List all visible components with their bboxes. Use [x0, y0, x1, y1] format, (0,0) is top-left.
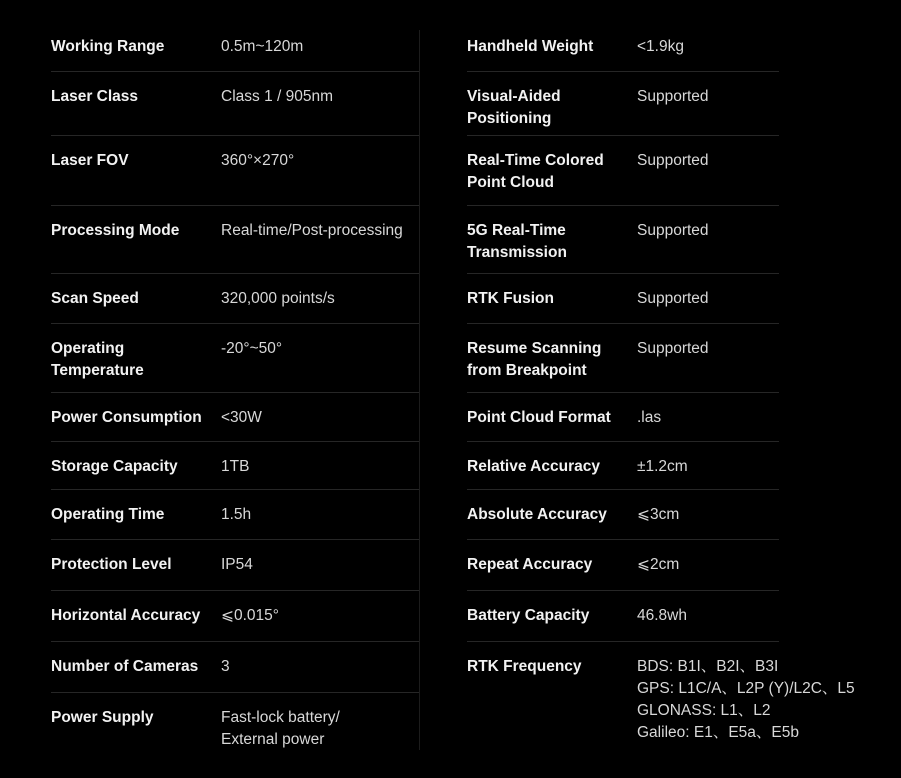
- spec-row-repeat-accuracy: [467, 540, 779, 591]
- spec-label: Processing Mode: [51, 222, 180, 239]
- spec-row-power-supply: [51, 693, 419, 763]
- spec-value: Supported: [637, 290, 709, 307]
- spec-value: Supported: [637, 222, 709, 239]
- spec-row-relative-accuracy: [467, 442, 779, 490]
- spec-value: [221, 707, 340, 751]
- spec-value: 3: [221, 658, 230, 675]
- spec-value: 320,000 points/s: [221, 290, 335, 307]
- spec-value: -20°~50°: [221, 340, 283, 357]
- spec-label: Battery Capacity: [467, 607, 590, 624]
- spec-value: <1.9kg: [637, 38, 684, 55]
- spec-label: Point Cloud Format: [467, 409, 611, 426]
- spec-value-line: BDS: B1I、B2I、B3I: [637, 658, 779, 675]
- spec-label: Resume Scanning from Breakpoint: [467, 340, 602, 379]
- spec-label: Working Range: [51, 38, 165, 55]
- spec-value: ⩽3cm: [637, 506, 680, 523]
- column-divider: [419, 30, 420, 750]
- spec-value: 1.5h: [221, 506, 252, 523]
- spec-row-laser-class: [51, 72, 419, 136]
- spec-row-processing-mode: [51, 206, 419, 274]
- spec-value: <30W: [221, 409, 262, 426]
- spec-label: Absolute Accuracy: [467, 506, 607, 523]
- spec-row-number-of-cameras: [51, 642, 419, 693]
- spec-value: IP54: [221, 556, 253, 573]
- spec-value: ⩽2cm: [637, 556, 680, 573]
- spec-label: Repeat Accuracy: [467, 556, 593, 573]
- spec-value-line: Galileo: E1、E5a、E5b: [637, 724, 799, 741]
- spec-value: .las: [637, 409, 662, 426]
- spec-row-real-time-colored-point-cloud: [467, 136, 779, 206]
- spec-label: Handheld Weight: [467, 38, 594, 55]
- spec-row-power-consumption: [51, 393, 419, 442]
- spec-row-rtk-fusion: [467, 274, 779, 324]
- spec-label: Power Consumption: [51, 409, 202, 426]
- spec-value: Supported: [637, 88, 709, 105]
- spec-label: Number of Cameras: [51, 658, 199, 675]
- spec-row-storage-capacity: [51, 442, 419, 490]
- spec-row-5g-real-time-transmission: [467, 206, 779, 274]
- spec-value: ⩽0.015°: [221, 607, 279, 624]
- spec-label: Laser Class: [51, 88, 139, 105]
- spec-column-right: [467, 22, 855, 752]
- spec-value: Real-time/Post-processing: [221, 222, 403, 239]
- spec-row-battery-capacity: [467, 591, 779, 642]
- spec-label: Storage Capacity: [51, 458, 178, 475]
- spec-row-operating-temperature: [51, 324, 419, 393]
- spec-row-handheld-weight: [467, 22, 779, 72]
- spec-label: Relative Accuracy: [467, 458, 600, 475]
- spec-value: Supported: [637, 152, 709, 169]
- spec-label: Protection Level: [51, 556, 172, 573]
- spec-row-horizontal-accuracy: [51, 591, 419, 642]
- spec-label: RTK Fusion: [467, 290, 554, 307]
- spec-value: ±1.2cm: [637, 458, 688, 475]
- spec-label: Operating Temperature: [51, 340, 144, 379]
- spec-row-working-range: [51, 22, 419, 72]
- spec-value-line: GLONASS: L1、L2: [637, 702, 771, 719]
- spec-row-laser-fov: [51, 136, 419, 206]
- spec-label: Scan Speed: [51, 290, 139, 307]
- spec-row-operating-time: [51, 490, 419, 540]
- spec-row-rtk-frequency: [467, 642, 855, 752]
- spec-value: 360°×270°: [221, 152, 295, 169]
- spec-row-point-cloud-format: [467, 393, 779, 442]
- spec-value-line: External power: [221, 731, 325, 748]
- spec-label: Horizontal Accuracy: [51, 607, 201, 624]
- spec-label: Visual-Aided Positioning: [467, 88, 561, 127]
- spec-value: 1TB: [221, 458, 250, 475]
- spec-row-scan-speed: [51, 274, 419, 324]
- spec-value-line: GPS: L1C/A、L2P (Y)/L2C、L5: [637, 680, 855, 697]
- spec-label: RTK Frequency: [467, 658, 582, 675]
- spec-label: Laser FOV: [51, 152, 129, 169]
- spec-label: 5G Real-Time Transmission: [467, 222, 567, 261]
- spec-label: Power Supply: [51, 709, 154, 726]
- spec-value: 46.8wh: [637, 607, 687, 624]
- spec-row-absolute-accuracy: [467, 490, 779, 540]
- spec-value: Class 1 / 905nm: [221, 88, 333, 105]
- spec-value: Supported: [637, 340, 709, 357]
- spec-value-line: Fast-lock battery/: [221, 709, 340, 726]
- spec-column-left: [51, 22, 419, 763]
- spec-row-resume-scanning: [467, 324, 779, 393]
- spec-value: [637, 656, 855, 744]
- spec-value: 0.5m~120m: [221, 38, 304, 55]
- spec-label: Real-Time Colored Point Cloud: [467, 152, 604, 191]
- spec-label: Operating Time: [51, 506, 165, 523]
- spec-row-protection-level: [51, 540, 419, 591]
- spec-row-visual-aided-positioning: [467, 72, 779, 136]
